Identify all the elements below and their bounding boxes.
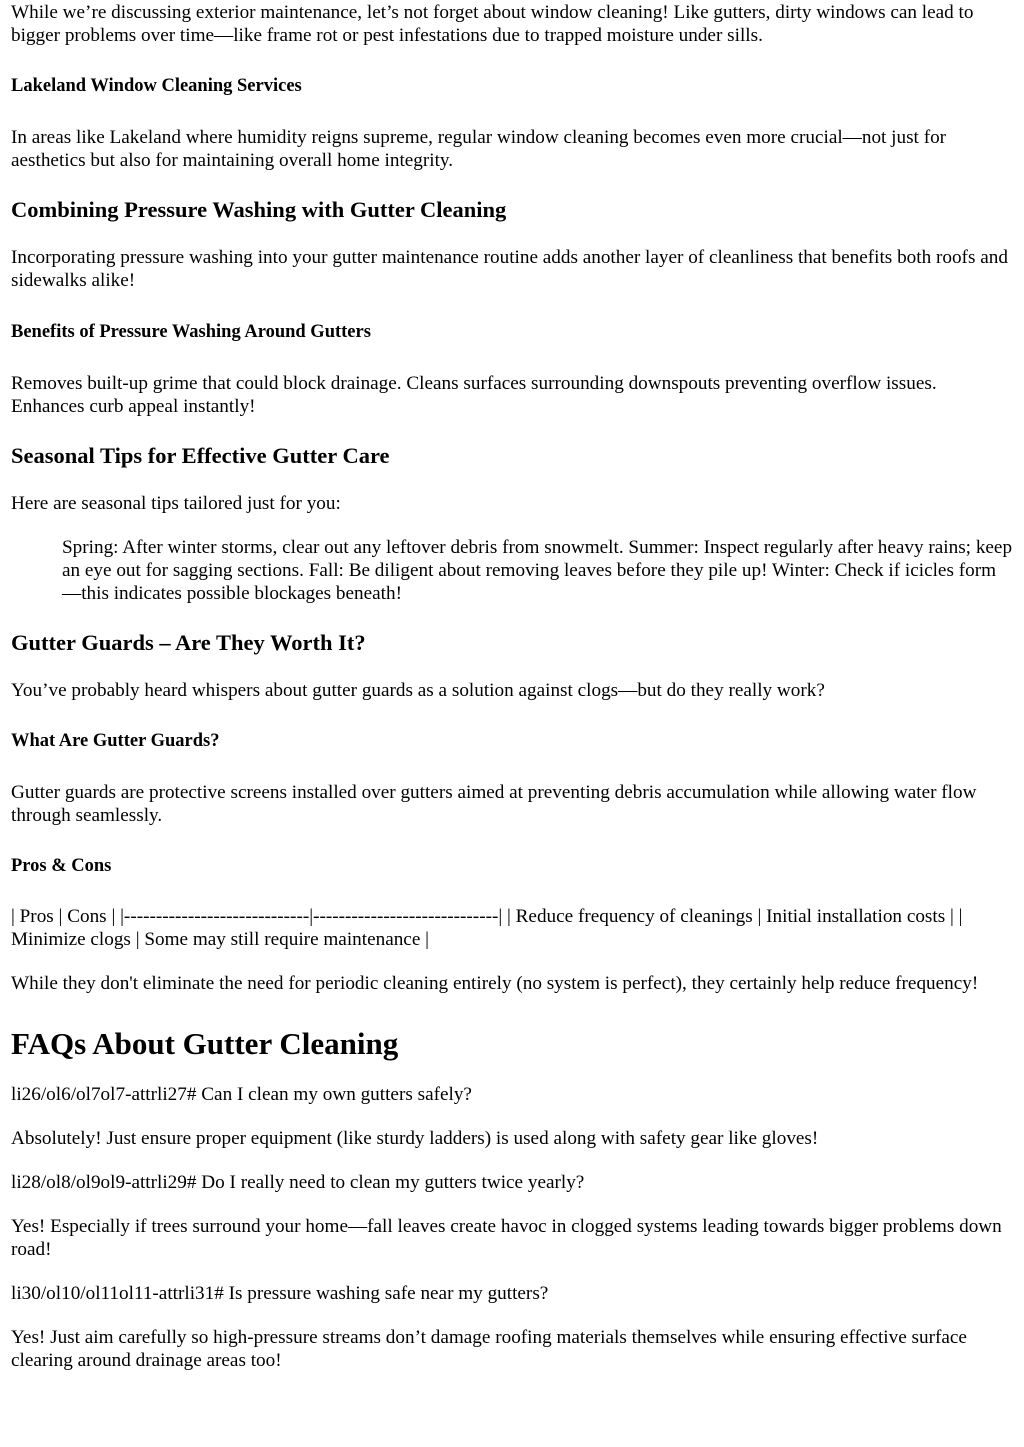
- pros-cons-heading: Pros & Cons: [11, 856, 112, 876]
- benefits-paragraph: Removes built-up grime that could block drainage. Cleans surfaces surrounding downspouts preventing overflow issues. Enhances curb appeal instantly!: [11, 373, 937, 417]
- what-are-gutter-guards-paragraph: Gutter guards are protective screens installed over gutters aimed at preventing debris accumulation while allowing water flow through seamlessly.: [11, 782, 977, 826]
- lakeland-paragraph: In areas like Lakeland where humidity reigns supreme, regular window cleaning becomes even more crucial—not just for aesthetics but also for maintaining overall home integrity.: [11, 127, 947, 171]
- seasonal-tips-blockquote: Spring: After winter storms, clear out any leftover debris from snowmelt. Summer: Inspect regularly after heavy rains; keep an eye out for sagging sections. Fall: Be diligent about removing leaves before they pile up! Winter: Check if icicles form—this indicates possible blockages beneath!: [62, 537, 1013, 604]
- seasonal-tips-intro-paragraph: Here are seasonal tips tailored just for you:: [11, 493, 341, 514]
- benefits-pressure-washing-heading: Benefits of Pressure Washing Around Gutters: [11, 322, 371, 342]
- pros-cons-table-text: | Pros | Cons | |-----------------------------|-----------------------------| | Reduce frequency of cleanings | Initial installation costs | | Minimize clogs | Some may still require maintenance |: [11, 906, 963, 950]
- faq-answer-3: Yes! Just aim carefully so high-pressure streams don’t damage roofing materials themselves while ensuring effective surface clearing around drainage areas too!: [11, 1327, 967, 1371]
- window-cleaning-intro-paragraph: While we’re discussing exterior maintenance, let’s not forget about window cleaning! Like gutters, dirty windows can lead to bigger problems over time—like frame rot or pest infestations due to trapped moisture under sills.: [11, 2, 974, 46]
- gutter-guards-heading: Gutter Guards – Are They Worth It?: [11, 630, 366, 655]
- article-body: [0, 1, 1024, 1372]
- pros-cons-summary-paragraph: While they don't eliminate the need for periodic cleaning entirely (no system is perfect), they certainly help reduce frequency!: [11, 973, 979, 994]
- faq-answer-1: Absolutely! Just ensure proper equipment (like sturdy ladders) is used along with safety gear like gloves!: [11, 1128, 819, 1149]
- combining-pressure-washing-heading: Combining Pressure Washing with Gutter Cleaning: [11, 197, 507, 222]
- seasonal-tips-heading: Seasonal Tips for Effective Gutter Care: [11, 443, 390, 468]
- faqs-heading: FAQs About Gutter Cleaning: [11, 1026, 399, 1061]
- faq-question-3: li30/ol10/ol11ol11-attrli31# Is pressure washing safe near my gutters?: [11, 1283, 549, 1304]
- faq-question-1: li26/ol6/ol7ol7-attrli27# Can I clean my own gutters safely?: [11, 1084, 472, 1105]
- what-are-gutter-guards-heading: What Are Gutter Guards?: [11, 731, 220, 751]
- lakeland-window-cleaning-heading: Lakeland Window Cleaning Services: [11, 76, 302, 96]
- faq-question-2: li28/ol8/ol9ol9-attrli29# Do I really need to clean my gutters twice yearly?: [11, 1172, 585, 1193]
- faq-answer-2: Yes! Especially if trees surround your home—fall leaves create havoc in clogged systems leading towards bigger problems down road!: [11, 1216, 1002, 1260]
- combining-paragraph: Incorporating pressure washing into your gutter maintenance routine adds another layer of cleanliness that benefits both roofs and sidewalks alike!: [11, 247, 1008, 291]
- gutter-guards-paragraph: You’ve probably heard whispers about gutter guards as a solution against clogs—but do they really work?: [11, 680, 825, 701]
